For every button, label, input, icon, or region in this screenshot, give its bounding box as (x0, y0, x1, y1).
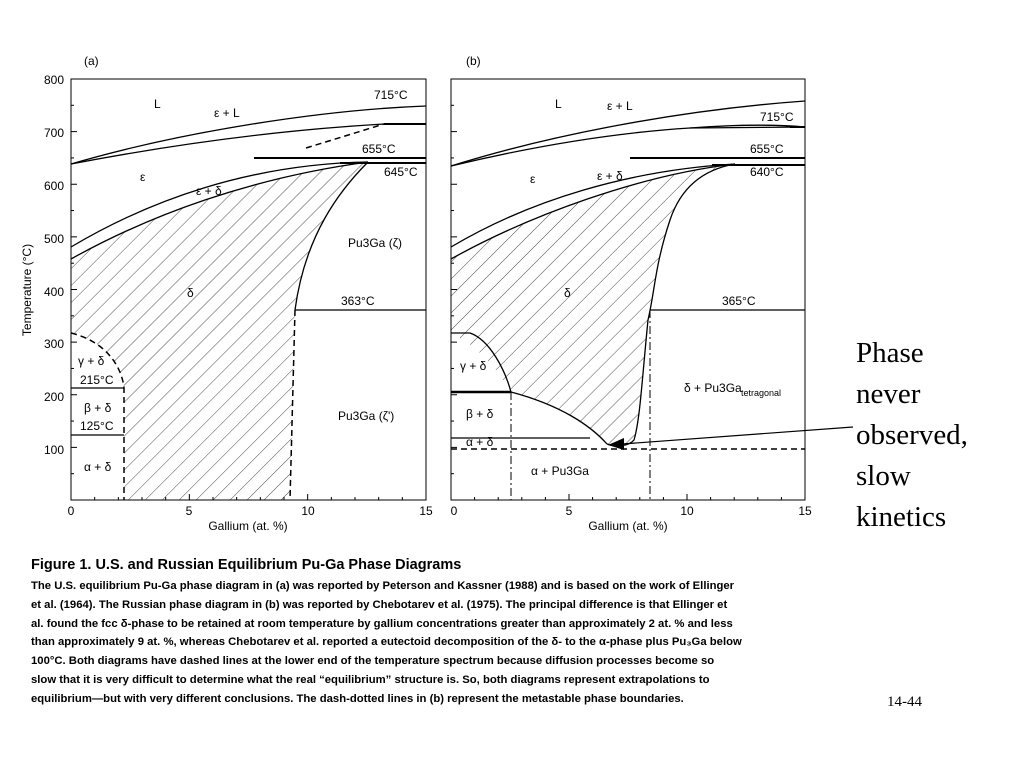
delta-region-b (451, 164, 735, 446)
figure-caption (31, 577, 846, 709)
phase-label: α + δ (84, 460, 112, 474)
x-axis-label-a: Gallium (at. %) (208, 519, 288, 533)
phase-label: L (154, 97, 161, 111)
phase-label: ε + δ (597, 169, 623, 183)
temperature-label: 715°C (760, 110, 794, 124)
temperature-label: 715°C (374, 88, 408, 102)
temperature-label: 365°C (722, 294, 756, 308)
phase-label: δ (187, 286, 194, 300)
temperature-label: 655°C (750, 142, 784, 156)
caption-line: slow that it is very difficult to determine what the real “equilibrium” structure is. So, both diagrams represent extrapolations to (31, 673, 710, 686)
phase-label: γ + δ (460, 359, 487, 373)
phase-label: Pu3Ga (ζ') (338, 409, 395, 423)
slide-number: 14-44 (887, 694, 922, 710)
y-tick-label: 800 (43, 73, 64, 87)
panel-b (451, 54, 812, 533)
phase-label: ε + δ (196, 184, 222, 198)
caption-line: than approximately 9 at. %, whereas Chebotarev et al. reported a eutectoid decomposition of the δ- to the α-phase plus Pu₃Ga below (31, 636, 742, 649)
x-tick-label: 5 (565, 504, 573, 518)
temperature-label: 125°C (80, 419, 114, 433)
phase-label: L (555, 97, 562, 111)
caption-line: et al. (1964). The Russian phase diagram in (b) was reported by Chebotarev et al. (1975). The principal difference is that Ellinger et (31, 598, 728, 611)
temperature-label: 655°C (362, 142, 396, 156)
x-tick-label: 5 (185, 504, 193, 518)
phase-label: ε + L (607, 99, 633, 113)
x-tick-label: 10 (680, 504, 694, 518)
annotation-arrow (608, 427, 853, 450)
x-tick-label: 15 (798, 504, 812, 518)
annotation-line: kinetics (856, 501, 947, 533)
panel-b-label: (b) (466, 54, 481, 68)
temperature-label: 215°C (80, 373, 114, 387)
annotation-line: observed, (856, 419, 968, 451)
phase-label: ε (140, 170, 146, 184)
caption-line: equilibrium—but with very different conclusions. The dash-dotted lines in (b) represent the metastable phase boundaries. (31, 692, 684, 705)
temperature-label: 363°C (341, 294, 375, 308)
phase-label: β + δ (84, 401, 112, 415)
annotation-line: never (856, 378, 921, 410)
caption-line: The U.S. equilibrium Pu-Ga phase diagram in (a) was reported by Peterson and Kassner (1988) and is based on the work of Ellinger (31, 580, 735, 592)
panel-a (20, 54, 433, 533)
y-tick-label: 300 (43, 337, 64, 351)
annotation-text (856, 333, 968, 538)
phase-label: Pu3Ga (ζ) (348, 236, 402, 250)
panel-a-label: (a) (84, 54, 99, 68)
y-tick-label: 400 (43, 285, 64, 299)
x-tick-label: 0 (67, 504, 75, 518)
phase-label: α + Pu3Ga (531, 464, 589, 478)
y-tick-label: 200 (43, 390, 64, 404)
figure-title: Figure 1. U.S. and Russian Equilibrium Pu-Ga Phase Diagrams (31, 557, 462, 573)
phase-label: ε (530, 172, 536, 186)
y-tick-label: 100 (43, 443, 64, 457)
annotation-line: Phase (856, 337, 924, 369)
caption-line: 100°C. Both diagrams have dashed lines at the lower end of the temperature spectrum because diffusion processes become so (31, 655, 715, 668)
delta-region-a (71, 162, 368, 500)
x-tick-label: 0 (450, 504, 458, 518)
caption-line: al. found the fcc δ-phase to be retained at room temperature by gallium concentrations greater than approximately 2 at. % and less (31, 617, 733, 630)
phase-label: γ + δ (78, 354, 105, 368)
temperature-label: 640°C (750, 165, 784, 179)
phase-label-subscript: tetragonal (741, 388, 782, 398)
phase-label: δ + Pu3Ga (684, 381, 742, 395)
x-tick-label: 10 (301, 504, 315, 518)
annotation-line: slow (856, 460, 911, 492)
y-tick-label: 500 (43, 232, 64, 246)
temperature-label: 645°C (384, 165, 418, 179)
x-axis-label-b: Gallium (at. %) (588, 519, 668, 533)
y-tick-label: 700 (43, 126, 64, 140)
phase-label: δ (564, 286, 571, 300)
phase-label: ε + L (214, 106, 240, 120)
phase-label: β + δ (466, 407, 494, 421)
y-tick-label: 600 (43, 179, 64, 193)
x-tick-label: 15 (419, 504, 433, 518)
phase-label: α + δ (466, 435, 494, 449)
y-axis-label: Temperature (°C) (20, 243, 34, 337)
